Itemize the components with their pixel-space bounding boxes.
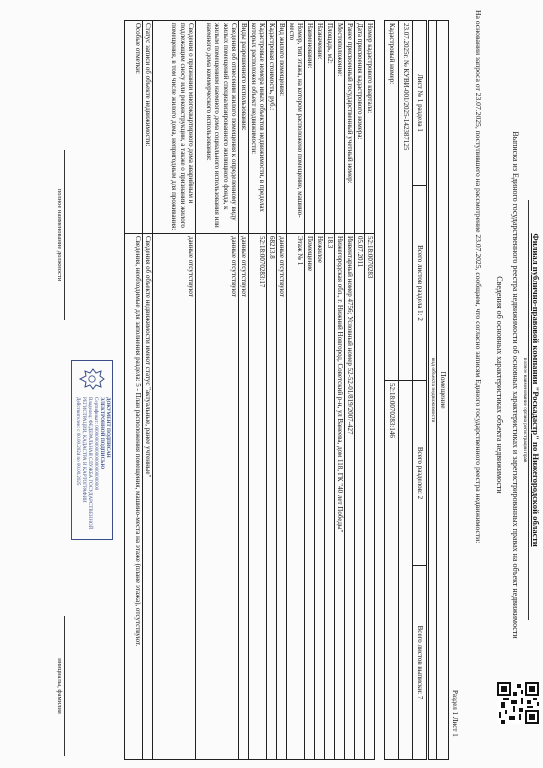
row-value: данные отсутствуют: [196, 234, 239, 760]
request-basis: На основании запроса от 23.07.2025, поступившего на рассмотрение 23.07.2025, сообщаем, что согласно записям Единого государственного реестра недвижимости:: [474, 10, 483, 544]
row-label: Кадастровые номера иных объектов недвижимости, в пределах которых расположен объект недвижимости:: [249, 21, 267, 234]
authority-caption: полное наименование органа регистрации прав: [522, 200, 529, 620]
stamp-line-3: Сертификат: 00000000000000000000000000: [93, 397, 98, 491]
section-label: Раздел 1 Лист 1: [451, 690, 459, 737]
row-value: данные отсутствуют: [239, 234, 249, 760]
document-subtitle: Сведения об основных характеристиках объекта недвижимости: [495, 276, 504, 494]
row-value: Сведения, необходимые для заполнения раздела: 5 - План расположения помещения, машино-места на этаже (плане этажа), отсутствуют.: [125, 234, 143, 760]
row-value: 68213.8: [267, 234, 277, 760]
row-value: 52:18:0070283:17: [249, 234, 267, 760]
coat-of-arms-icon: [78, 366, 106, 392]
row-value: Нижегородская обл., г. Нижний Новгород, Советский р-н, ул Ванеева, дом 118, ГК "40 лет Победы": [335, 234, 345, 760]
row-value: Нежилое: [315, 234, 325, 760]
total-sections: Всего разделов: 2: [413, 381, 427, 566]
qr-code-icon: [497, 682, 539, 724]
row-label: Местоположение:: [335, 21, 345, 234]
row-value: 05.07.2011: [355, 234, 365, 760]
name-caption: инициалы, фамилия: [56, 616, 65, 756]
document-title: Выписка из Единого государственного реестра недвижимости об основных характеристиках и зарегистрированных правах на объект недвижимости: [511, 131, 520, 639]
row-value: 18.3: [325, 234, 335, 760]
object-kind: Помещение: [437, 21, 449, 760]
row-label: Номер, тип этажа, на котором расположено помещение, машино-место: [287, 21, 305, 234]
statement-date-number: 23.07.2025г. № КУВИ-001/2025-142387125: [399, 21, 413, 381]
sheet-number: Лист № 1 раздела 1: [413, 21, 427, 186]
row-label: Ранее присвоенный государственный учетный номер:: [345, 21, 355, 234]
cadastral-number-label: Кадастровый номер:: [385, 21, 399, 381]
row-value: Помещение: [305, 234, 315, 760]
stamp-line-5: Действителен: с 00.00.2024 по 00.00.2025: [75, 397, 80, 486]
row-label: Статус записи об объекте недвижимости:: [143, 21, 153, 234]
row-value: Инвентарный номер 4756; Условный номер 52-52-01/819/2007-427: [345, 234, 355, 760]
sheet-info-table: [384, 20, 427, 760]
cadastral-number-value: 52:18:0070283:146: [385, 381, 399, 760]
row-value: 52:18:0070283: [365, 234, 375, 760]
row-label: Сведения об отнесении жилого помещения к определенному виду жилых помещений специализированного жилищного фонда, к жилым помещениям наемного дома социального использования или наемного дома коммерческого использования:: [196, 21, 239, 234]
row-value: Сведения об объекте недвижимости имеют статус "актуальные, ранее учтенные": [143, 234, 153, 760]
authority-title: Филиал публично-правовой компании "Роскадастр" по Нижегородской области: [531, 233, 541, 547]
row-label: Назначение:: [315, 21, 325, 234]
row-label: Кадастровая стоимость, руб.:: [267, 21, 277, 234]
total-sheets-section: Всего листов раздела 1: 2: [413, 186, 427, 381]
stamp-line-4: Владелец: ФЕДЕРАЛЬНАЯ СЛУЖБА ГОСУДАРСТВЕННОЙ РЕГИСТРАЦИИ, КАДАСТРА И КАРТОГРАФИИ: [81, 397, 92, 530]
total-sheets: Всего листов выписки: 7: [413, 566, 427, 760]
row-label: Виды разрешенного использования:: [239, 21, 249, 234]
row-label: Вид жилого помещения:: [277, 21, 287, 234]
characteristics-table: [124, 20, 375, 760]
spacer-cell: [399, 381, 413, 760]
row-value: данные отсутствуют: [153, 234, 196, 760]
row-value: данные отсутствуют: [277, 234, 287, 760]
stamp-line-2: ЭЛЕКТРОННОЙ ПОДПИСЬЮ: [99, 397, 104, 470]
row-label: Наименование:: [305, 21, 315, 234]
position-caption: полное наименование должности: [56, 150, 65, 320]
row-label: Номер кадастрового квартала:: [365, 21, 375, 234]
object-kind-caption: вид объекта недвижимости: [429, 21, 437, 760]
electronic-signature-stamp: [71, 360, 113, 540]
stamp-line-1: ДОКУМЕНТ ПОДПИСАН: [105, 397, 110, 458]
object-kind-table: [428, 20, 449, 760]
row-label: Дата присвоения кадастрового номера:: [355, 21, 365, 234]
row-label: Сведения о признании многоквартирного дома аварийным и подлежащим сносу или реконструкции, а также о признании жилого помещения, в том числе жилого дома, непригодным для проживания:: [153, 21, 196, 234]
row-value: Этаж № 1: [287, 234, 305, 760]
row-label: Особые отметки:: [125, 21, 143, 234]
row-label: Площадь, м2:: [325, 21, 335, 234]
